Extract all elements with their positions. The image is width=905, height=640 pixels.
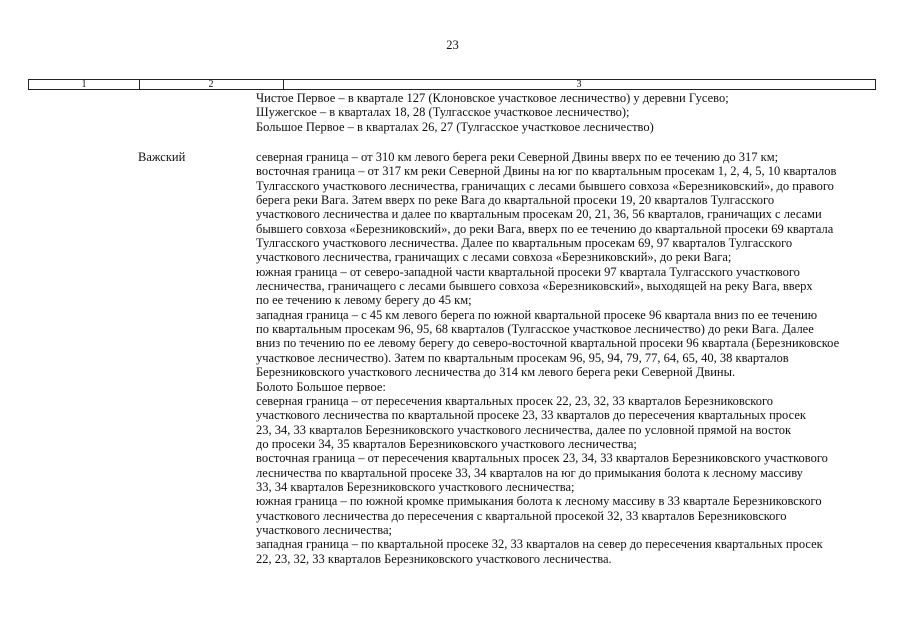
text-line: вниз по течению по ее левому берегу до северо-восточной квартальной просеки 96 квартала (Березниковское [256,336,840,351]
text-line: Тулгасского участкового лесничества, граничащих с лесами бывшего совхоза «Березниковский», до правого [256,178,834,193]
text-line: Шужегское – в кварталах 18, 28 (Тулгасское участковое лесничество); [256,105,630,120]
text-block-lakes [256,91,876,134]
text-line: участкового лесничества; [256,522,392,537]
text-line: Тулгасского участкового лесничества. Далее по квартальным просекам 69, 97 кварталов Тулгасского [256,236,793,251]
table-header-col2: 2 [139,80,284,89]
text-line: 33, 34 кварталов Березниковского участкового лесничества; [256,479,575,494]
text-line: южная граница – от северо-западной части квартальной просеки 97 квартала Тулгасского участкового [256,264,800,279]
text-line: Большое Первое – в кварталах 26, 27 (Тулгасское участковое лесничество) [256,119,654,134]
text-line: по квартальным просекам 96, 95, 68 кварталов (Тулгасское участковое лесничество) до реки Вага. Далее [256,322,814,337]
text-block-boundaries [256,150,876,566]
text-line: лесничества, граничащего с лесами бывшего совхоза «Березниковский», выходящей на реку Вага, вверх [256,279,813,294]
text-line: Чистое Первое – в квартале 127 (Клоновское участковое лесничество) у деревни Гусево; [256,91,729,105]
text-line: до просеки 34, 35 кварталов Березниковского участкового лесничества; [256,436,637,451]
text-line: 23, 34, 33 кварталов Березниковского участкового лесничества, далее по условной прямой на восток [256,422,792,437]
text-line: южная граница – по южной кромке примыкания болота к лесному массиву в 33 квартале Березниковского [256,494,822,509]
text-line: восточная граница – от пересечения квартальных просек 23, 34, 33 кварталов Березниковского участкового [256,451,828,466]
region-name: Важский [138,150,186,164]
text-line: участковое лесничество). Затем по квартальным просекам 96, 95, 94, 79, 77, 64, 65, 40, 38 кварталов [256,350,789,365]
text-line: 22, 23, 32, 33 кварталов Березниковского участкового лесничества. [256,551,612,566]
text-line: Березниковского участкового лесничества до 314 км левого берега реки Северной Двины. [256,365,736,380]
text-line: участкового лесничества по квартальной просеке 23, 33 кварталов до пересечения квартальных просек [256,408,806,423]
table-header-col1: 1 [29,80,140,89]
text-line: участкового лесничества и далее по квартальным просекам 20, 21, 36, 56 кварталов, граничащих с лесами [256,207,822,222]
text-line: западная граница – по квартальной просеке 32, 33 кварталов на север до пересечения квартальных просек [256,537,823,552]
text-line: лесничества по квартальной просеке 33, 34 кварталов на юг до примыкания болота к лесному массиву [256,465,803,480]
text-line: по ее течению к левому берегу до 45 км; [256,293,472,308]
text-line: участкового лесничества до пересечения с квартальной просекой 32, 33 кварталов Березниковского [256,508,787,523]
page-number: 23 [446,38,459,52]
text-line: бывшего совхоза «Березниковский», до реки Вага, вверх по ее течению до квартальной просеки 69 квартала [256,221,834,236]
text-line: восточная граница – от 317 км реки Северной Двины на юг по квартальным просекам 1, 2, 4, 5, 10 кварталов [256,164,837,179]
text-line: западная граница – с 45 км левого берега по южной квартальной просеке 96 квартала вниз по ее течению [256,307,818,322]
text-line: берега реки Вага. Затем вверх по реке Вага до квартальной просеки 19, 20 кварталов Тулгасского [256,193,775,208]
text-line: северная граница – от пересечения квартальных просек 22, 23, 32, 33 кварталов Березниковского [256,393,774,408]
text-line: Болото Большое первое: [256,379,386,394]
table-header-col3: 3 [576,79,582,90]
table-header-row [28,79,876,90]
text-line: северная граница – от 310 км левого берега реки Северной Двины вверх по ее течению до 317 км; [256,150,779,164]
text-line: участкового лесничества, граничащих с лесами совхоза «Березниковский», до реки Вага; [256,250,732,265]
